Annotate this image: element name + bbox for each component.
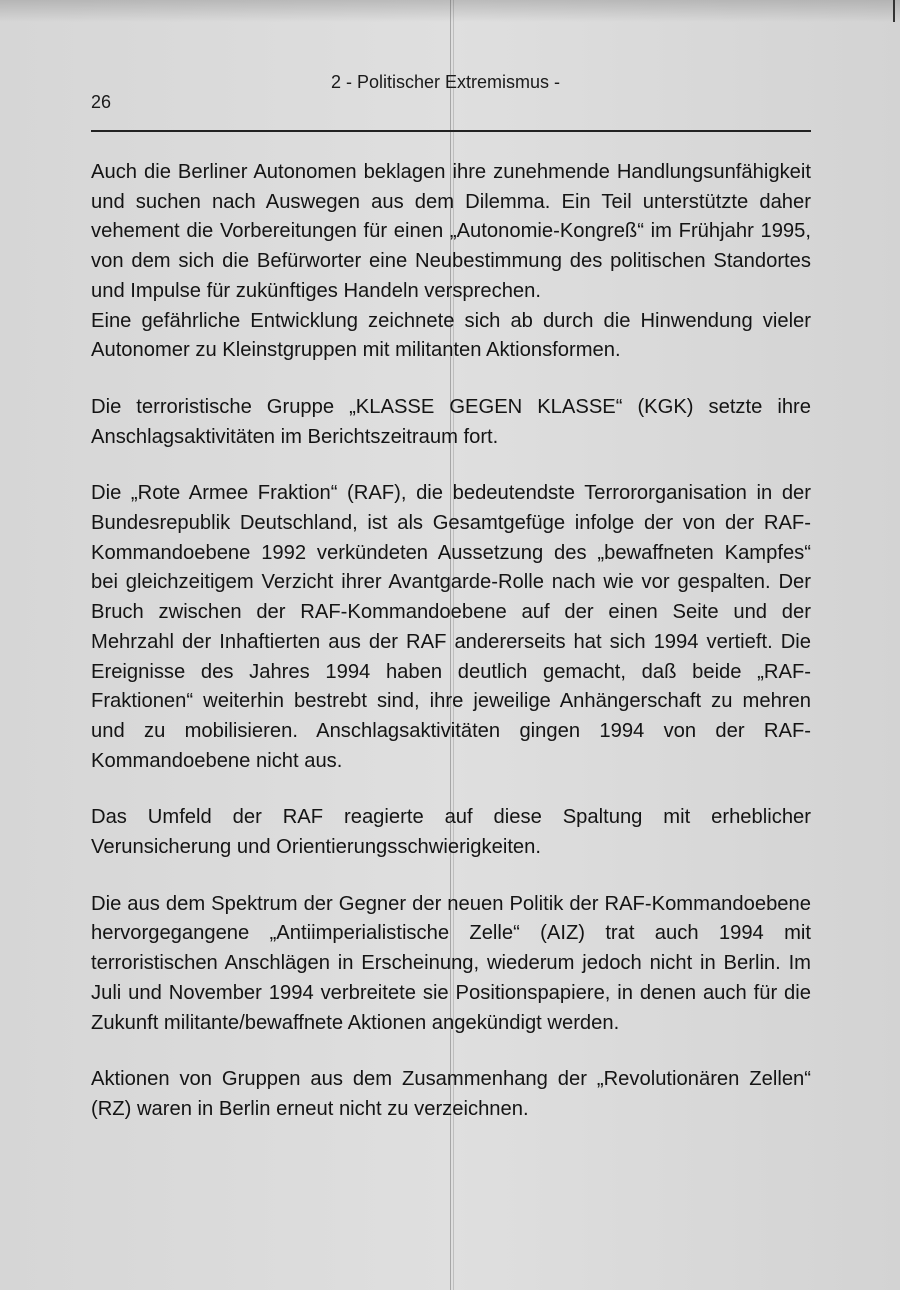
paragraph-raf: Die „Rote Armee Fraktion“ (RAF), die bedeutendste Terrororganisation in der Bundesrepublik Deutschland, ist als Gesamtgefüge infolge der von der RAF-Kommandoebene 1992 verkündeten Aussetzung des „bewaffneten Kampfes“ bei gleichzeitigem Verzicht ihrer Avantgarde-Rolle nach wie vor gespalten. Der Bruch zwischen der RAF-Kommandoebene auf der einen Seite und der Mehrzahl der Inhaftierten aus der RAF andererseits hat sich 1994 vertieft. Die Ereignisse des Jahres 1994 haben deutlich gemacht, daß beide „RAF-Fraktionen“ weiterhin bestrebt sind, ihre jeweilige Anhängerschaft zu mehren und zu mobilisieren. Anschlagsaktivitäten gingen 1994 von der RAF-Kommandoebene nicht aus. <box>91 482 811 772</box>
scan-edge-mark <box>893 0 895 22</box>
page-number: 26 <box>91 92 112 112</box>
page-header <box>91 72 811 134</box>
paragraph-raf-umfeld: Das Umfeld der RAF reagierte auf diese Spaltung mit erheblicher Verunsicherung und Orientierungsschwierigkeiten. <box>91 806 811 859</box>
header-rule <box>91 130 811 132</box>
running-head: 2 - Politischer Extremismus - <box>331 72 561 92</box>
paragraph-rz: Aktionen von Gruppen aus dem Zusammenhang der „Revolutionären Zellen“ (RZ) waren in Berlin erneut nicht zu verzeichnen. <box>91 1068 811 1120</box>
paragraph-aiz: Die aus dem Spektrum der Gegner der neuen Politik der RAF-Kommandoebene hervorgegangene „Antiimperialistische Zelle“ (AIZ) trat auch 1994 mit terroristischen Anschlägen in Erscheinung, wiederum jedoch nicht in Berlin. Im Juli und November 1994 verbreitete sie Positionspapiere, in denen auch für die Zukunft militante/bewaffnete Aktionen angekündigt werden. <box>91 892 811 1034</box>
paragraph-autonome-1: Auch die Berliner Autonomen beklagen ihre zunehmende Handlungsunfähigkeit und suchen nach Auswegen aus dem Dilemma. Ein Teil unterstützte daher vehement die Vorbereitungen für einen „Autonomie-Kongreß“ im Frühjahr 1995, von dem sich die Befürworter eine Neubestimmung des politischen Standortes und Impulse für zukünftiges Handeln versprechen. <box>91 161 811 302</box>
paragraph-autonome-2: Eine gefährliche Entwicklung zeichnete sich ab durch die Hinwendung vieler Autonomer zu Kleinstgruppen mit militanten Aktionsformen. <box>91 309 811 362</box>
body-text <box>91 158 811 1125</box>
paragraph-kgk: Die terroristische Gruppe „KLASSE GEGEN KLASSE“ (KGK) setzte ihre Anschlagsaktivitäten im Berichtszeitraum fort. <box>91 395 811 448</box>
